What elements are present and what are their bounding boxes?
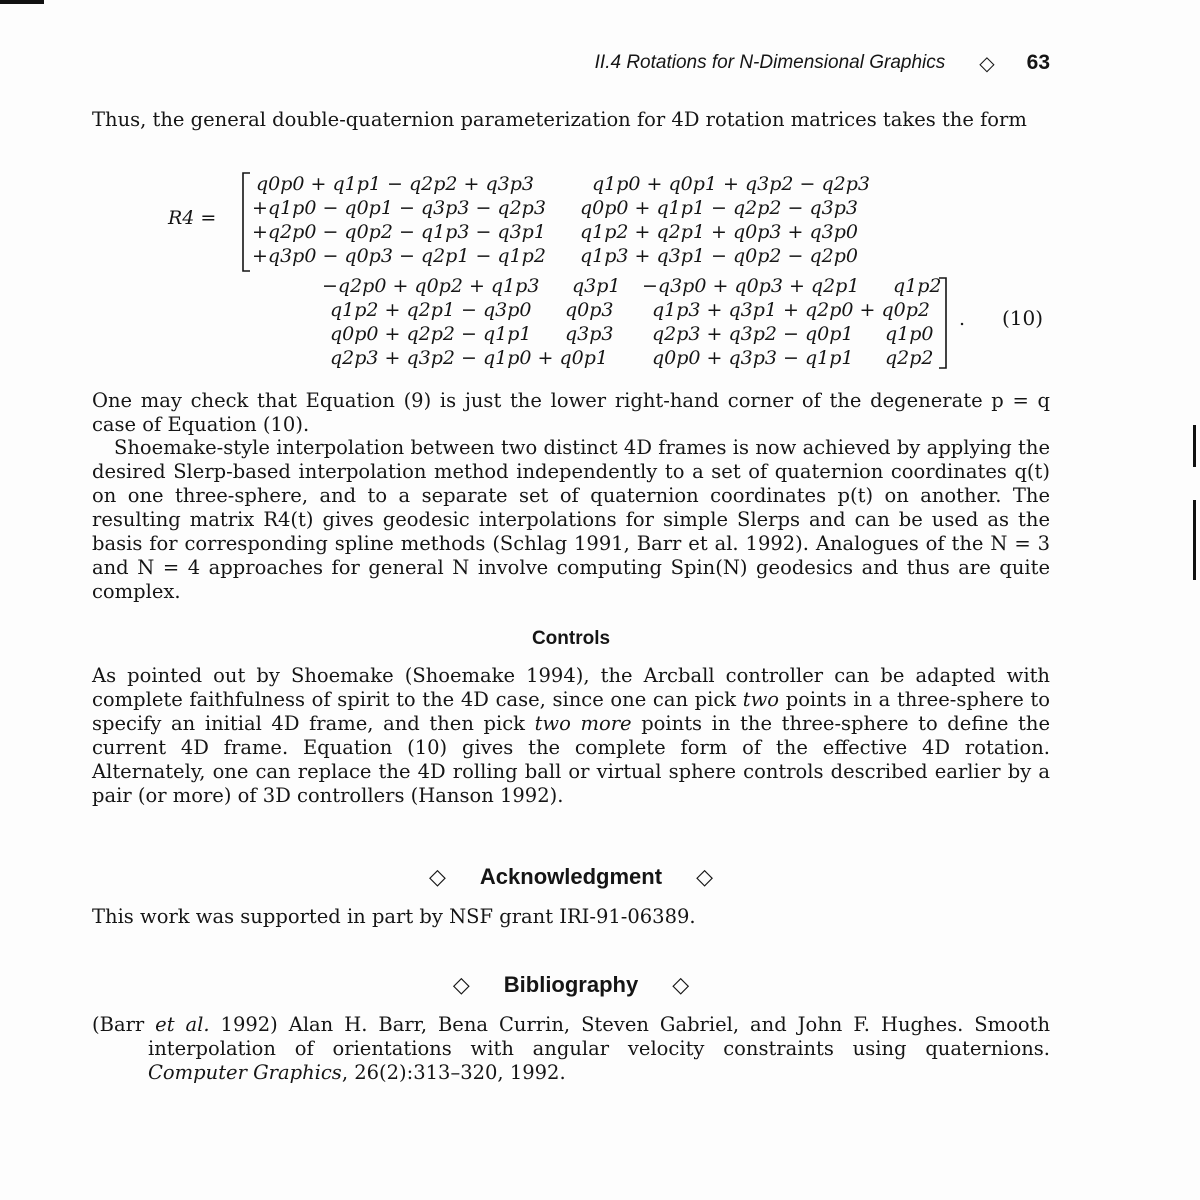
body-paragraph: Shoemake-style interpolation between two distinct 4D frames is now achieved by applying the desired Slerp-based interpolation method independently to a set of quaternion coordinates q(t) on one three-sphere, and to a separate set of quaternion coordinates p(t) on another. The resulting matrix R4(t) gives geodesic interpolations for simple Slerps and can be used as the basis for corresponding spline methods (Schlag 1991, Barr et al. 1992). Analogues of the N = 3 and N = 4 approaches for general N involve computing Spin(N) geodesics and thus are quite complex. [92,436,1050,603]
matrix-entry: q1p0 [885,323,934,345]
left-bracket [241,172,251,272]
matrix-entry: q2p3 + q3p2 − q0p1 [652,323,854,345]
running-title: II.4 Rotations for N-Dimensional Graphics [594,52,946,73]
matrix-entry: q0p0 + q1p1 − q2p2 − q3p3 [580,197,859,219]
matrix-entry: q2p2 [885,347,934,369]
section-heading-bibliography [92,972,1050,998]
controls-paragraph: As pointed out by Shoemake (Shoemake 1994), the Arcball controller can be adapted with complete faithfulness of spirit to the 4D case, since one can pick two points in a three-sphere to specify an initial 4D frame, and then pick two more points in the three-sphere to define the current 4D frame. Equation (10) gives the complete form of the effective 4D rotation. Alternately, one can replace the 4D rolling ball or virtual sphere controls described earlier by a pair (or more) of 3D controllers (Hanson 1992). [92,664,1051,807]
page-number: 63 [1026,51,1050,74]
intro-paragraph: Thus, the general double-quaternion parameterization for 4D rotation matrices takes the form [92,108,1027,131]
matrix-entry: −q3p0 + q0p3 + q2p1 [642,275,860,297]
section-heading-acknowledgment [92,864,1050,890]
matrix-entry: q1p2 [893,275,942,297]
matrix-entry: q2p3 + q3p2 − q1p0 + q0p1 [330,347,609,369]
acknowledgment-text: This work was supported in part by NSF grant IRI-91-06389. [92,905,696,928]
diamond-icon: ◇ [979,52,995,75]
matrix-entry: q0p3 [565,299,614,321]
section-heading-controls: Controls [531,628,611,649]
matrix-entry: q0p0 + q1p1 − q2p2 + q3p3 [256,173,535,195]
matrix-entry: q0p0 + q3p3 − q1p1 [652,347,854,369]
scan-edge-mark [1193,425,1196,467]
equation-number: (10) [1002,306,1044,330]
matrix-entry: q1p3 + q3p1 + q2p0 + q0p2 [652,299,931,321]
matrix-entry: q1p2 + q2p1 − q3p0 [330,299,532,321]
matrix-entry: +q1p0 − q0p1 − q3p3 − q2p3 [252,197,546,219]
body-paragraph: One may check that Equation (9) is just the lower right-hand corner of the degenerate p = q case of Equation (10). [92,389,1050,436]
matrix-entry: q0p0 + q2p2 − q1p1 [330,323,532,345]
matrix-entry: −q2p0 + q0p2 + q1p3 [322,275,540,297]
equation-period: . [959,308,966,330]
matrix-entry: q1p0 + q0p1 + q3p2 − q2p3 [592,173,871,195]
matrix-entry: q3p3 [565,323,614,345]
matrix-entry: q3p1 [572,275,621,297]
diamond-icon: ◇ [696,864,713,889]
acknowledgment-title: Acknowledgment [479,864,663,889]
scan-edge-mark [1193,500,1196,580]
scan-edge-mark [0,0,44,4]
matrix-entry: +q3p0 − q0p3 − q2p1 − q1p2 [252,245,546,267]
bibliography-entry: (Barr et al. 1992) Alan H. Barr, Bena Currin, Steven Gabriel, and John F. Hughes. Smooth interpolation of orientations with angular velocity constraints using quaternions. Computer Graphics, 26(2):313–320, 1992. [92,1013,1051,1084]
equation-lhs: R4 = [168,207,217,229]
matrix-entry: q1p3 + q3p1 − q0p2 − q2p0 [580,245,859,267]
matrix-entry: +q2p0 − q0p2 − q1p3 − q3p1 [252,221,546,243]
diamond-icon: ◇ [429,864,446,889]
running-header [92,50,1050,76]
diamond-icon: ◇ [452,972,470,997]
diamond-icon: ◇ [672,972,690,997]
bibliography-title: Bibliography [503,972,639,997]
matrix-entry: q1p2 + q2p1 + q0p3 + q3p0 [580,221,859,243]
